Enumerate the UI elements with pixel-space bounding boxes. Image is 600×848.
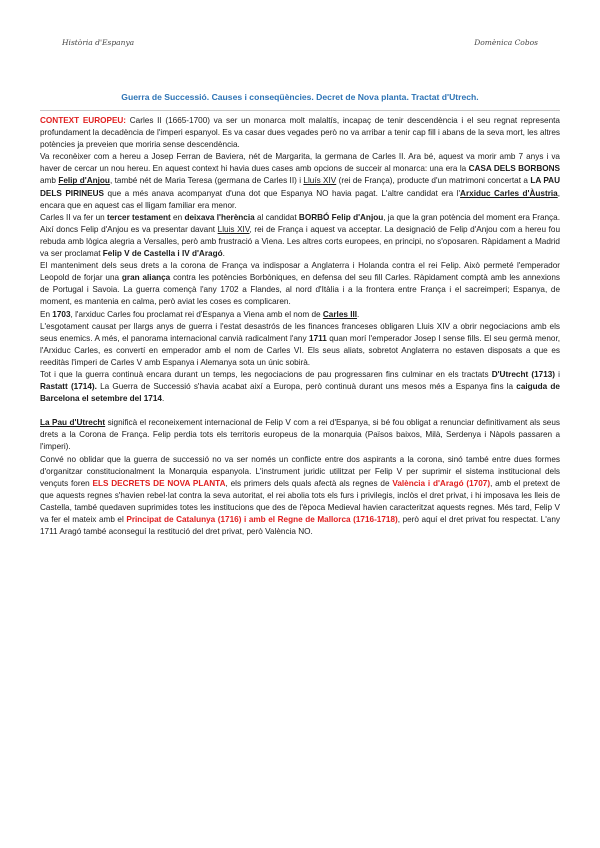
text-run: amb [40, 176, 59, 186]
emphasis: Felip d'Anjou [58, 176, 110, 186]
emphasis: Lluis XIV [217, 224, 250, 234]
text-run: L'esgotament causat per llargs anys de guerra i l'estat desastrós de les finances franceses obligaren Lluis XIV a obrir negociacions amb els seus enemics. A més, el panorama internacional canvià radicalment l'any [40, 321, 560, 343]
emphasis: gran aliança [121, 273, 171, 283]
text-run: (rei de França), producte d'un matrimoni concertat a [336, 176, 531, 186]
emphasis-red: ELS DECRETS DE NOVA PLANTA [92, 478, 226, 488]
text-run: Convé no oblidar que la guerra de successió no va ser només un conflicte entre dos aspirants a la corona, sinó també entre dues formes d'organitzar constitucionalment la Monarquia espanyola. L'instrument juridic utilitzat per Felip V per suprimir el sistema institucional dels vençuts foren [40, 454, 560, 488]
text-run: significà el reconeixement internacional de Felip V com a rei d'Espanya, si bé fou obligat a renunciar definitivament als seus drets a la Corona de França. Felip perdia tots els territoris europeus de la monarquia (Països baixos, Milà, Serdenya i Nàpols passaren a l'imperi). [40, 418, 560, 452]
section-label: CONTEXT EUROPEU: [40, 116, 127, 125]
emphasis: LA PAU DELS PIRINEUS [40, 176, 560, 198]
text-run: Tot i que la guerra continuà encara durant un temps, les negociacions de pau progressaren fins culminar en els tractats [40, 369, 492, 379]
emphasis-red: Principat de Catalunya (1716) i amb el Regne de Mallorca (1716-1718) [126, 515, 398, 524]
text-run: . [161, 394, 165, 404]
title-divider [40, 110, 560, 111]
paragraph-testament [40, 212, 560, 260]
text-run: al candidat [254, 212, 299, 222]
text-run: , l'arxiduc Carles fou proclamat rei d'Espanya a Viena amb el nom de [70, 309, 323, 319]
text-run: La Guerra de Successió s'havia acabat així a Europa, però continuà durant uns mesos més a Espanya fins la [96, 382, 517, 392]
emphasis: Rastatt (1714). [40, 382, 97, 392]
emphasis: 1703 [52, 309, 71, 319]
text-run: . [357, 309, 360, 319]
paragraph-nova-planta [40, 454, 560, 539]
text-run: en [170, 212, 185, 222]
emphasis: 1711 [309, 333, 327, 343]
text-run: quan morí l'emperador Josep I sense fills. El seu germà menor, l'Arxiduc Carles, es convertí en emperador amb el nom de Carles VI. Els seus aliats, sobretot Anglaterra no estaven disposats a que es reeditàs l'imperi de Carles V amb Espanya i Alemanya sota un únic sobirà. [40, 333, 560, 367]
text-run: Carles II (1665-1700) va ser un monarca molt malaltís, incapaç de tenir descendència i el seu regnat representa profundament la decadència de l'imperi espanyol. Es va casar dues vegades però no va arribar a tenir cap fill i abans de la seva mort, les altres potències ja preveien que moriria sense descendència. [40, 116, 560, 150]
paragraph-1711 [40, 321, 560, 369]
paragraph-succession-candidates [40, 151, 560, 211]
paragraph-1703 [40, 309, 560, 321]
emphasis: tercer testament [107, 212, 171, 222]
emphasis: caiguda de Barcelona el setembre del 1714 [40, 382, 560, 404]
emphasis: La Pau d'Utrecht [40, 418, 106, 428]
emphasis: Arxiduc Carles d'Àustria [460, 188, 558, 198]
document-body [40, 115, 560, 538]
text-run: , també nét de Maria Teresa (germana de Carles II) i [109, 176, 304, 186]
document-title: Guerra de Successió. Causes i conseqüències. Decret de Nova planta. Tractat d'Utrech. [121, 92, 479, 102]
emphasis: Lluís XIV [303, 176, 337, 186]
text-run: , amb el pretext de que aquests regnes s'havien rebel·lat contra la seva autoritat, el rei abolia tots els furs i privilegis, inclòs el dret privat, i hi imposava les lleis de Castella, també quedaven suprimides totes les institucions que des de l'època Medieval havien caracteritzat aquests regnes. Més tard, Felip V va fer el mateix amb el [40, 478, 561, 524]
text-run: i [555, 369, 560, 379]
text-run: que a més anava acompanyat d'una dot que Espanya NO havia pagat. L'altre candidat era l' [104, 188, 461, 198]
text-run: Va reconèixer com a hereu a Josep Ferran de Baviera, nét de Margarita, la germana de Carles II. Ara bé, aquest va morir amb 7 anys i va haver de cercar un nou hereu. En aquest context hi havia dues cases amb opcions de succeir al monarca: una era la [40, 152, 560, 174]
text-run: , rei de França i aquest va acceptar. La designació de Felip d'Anjou com a hereu fou rebuda amb lògica alegria a Versalles, però amb frustració a Viena. Les altres corts europees, en principi, no s'oposaren. Ràpidament a Madrid va ser proclamat [40, 224, 561, 259]
header-author: Domènica Cobos [474, 38, 538, 47]
emphasis: Felip V de Castella i IV d'Aragó [102, 249, 223, 259]
header-subject: Història d'Espanya [62, 38, 135, 47]
emphasis: deixava l'herència [184, 212, 255, 222]
text-run: , però aquí el dret privat fou respectat. L'any 1711 Aragó també aconseguí la restitució del dret privat, però València NO. [40, 515, 560, 537]
paragraph-context [40, 115, 560, 151]
emphasis: Carles III [322, 309, 358, 319]
text-run: , encara que en aquest cas el lligam familiar era menor. [40, 188, 560, 210]
text-run: , els primers dels quals afectà als regnes de [225, 478, 393, 488]
paragraph-alliance [40, 260, 560, 308]
emphasis-red: València i d'Aragó (1707) [392, 478, 491, 488]
emphasis: BORBÓ Felip d'Anjou [298, 212, 384, 222]
text-run: Carles II va fer un [40, 212, 107, 222]
text-run: . [222, 249, 225, 259]
text-run: En [40, 309, 53, 319]
text-run: contra les potències Borbòniques, en defensa del seu fill Carles. Ràpidament comptà amb les annexions de Portugal i Savoia. La guerra començà l'any 1702 a Flandes, al nord d'Itàlia i a la frontera entre França i el sacreimperi; Espanya, de moment, es mantenia en calma, però aviat les coses es complicaren. [40, 273, 560, 307]
paragraph-utrecht [40, 417, 560, 453]
emphasis: D'Utrecht (1713) [491, 369, 556, 379]
text-run: El manteniment dels seus drets a la corona de França va indisposar a Anglaterra i Holanda contra el rei Felip. Això permeté l'emperador Leopold de forjar una [40, 261, 560, 283]
paragraph-treaties [40, 369, 560, 405]
emphasis: CASA DELS BORBONS [468, 164, 560, 174]
text-run: , ja que la gran potència del moment era França. Així doncs Felip d'Anjou es va presentar davant [40, 212, 560, 234]
